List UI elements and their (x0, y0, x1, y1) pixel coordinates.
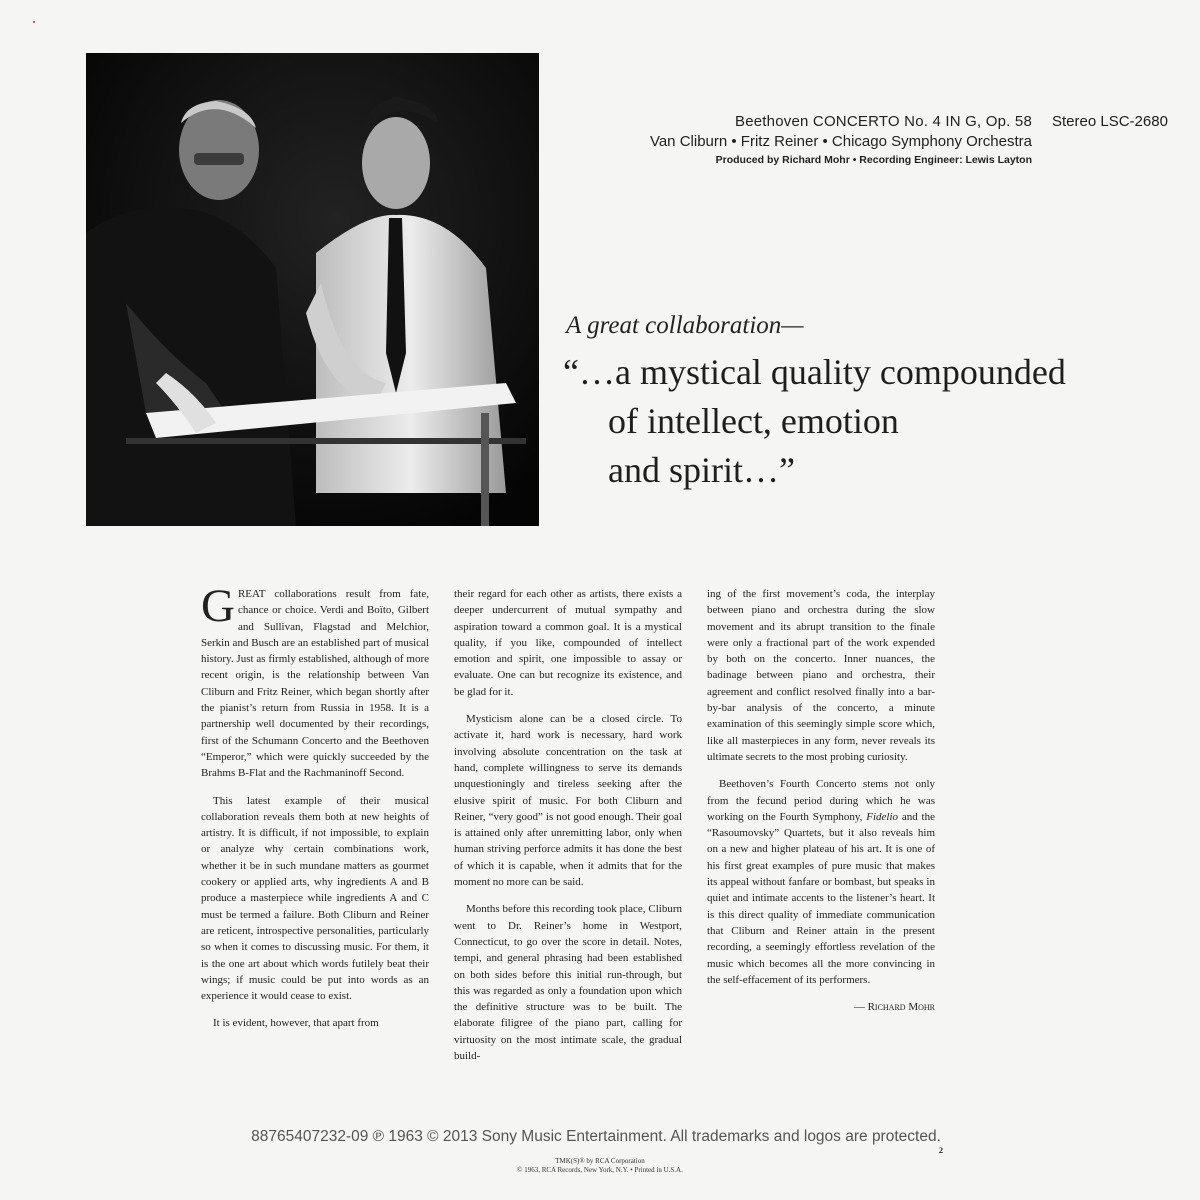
paragraph (707, 776, 935, 988)
paragraph: their regard for each other as artists, there exists a deeper undercurrent of mutual sympathy and aspiration toward a common goal. It is a mystical quality, if you like, compounded of intellect emotion and spirit, one impossible to assay or evaluate. One can but recognize its existence, and be glad for it. (454, 588, 682, 698)
quote-line-3: and spirit…” (608, 450, 795, 490)
photo-illustration (86, 53, 539, 526)
drop-cap: G (201, 580, 235, 632)
album-header (650, 113, 1032, 166)
paragraph-text: Beethoven’s Fourth Concerto stems not only from the fecund period during which he was working on the Fourth Symphony, (707, 778, 935, 823)
paragraph (201, 580, 429, 782)
tagline: A great collaboration— (566, 312, 804, 339)
print-speck (33, 21, 35, 23)
fidelio-title: Fidelio (866, 810, 899, 823)
paragraph: ing of the first movement’s coda, the interplay between piano and orchestra during the slow movement and its abrupt transition to the finale were only a fractional part of the work expended by both on the concerto. Inner nuances, the badinage between piano and orchestra, their agreement and conflict resolved finally into a bar-by-bar analysis of the concerto, a minute examination of this seemingly simple score which, like all masterpieces in any form, never reveals its ultimate secrets to the most probing curiosity. (707, 588, 935, 763)
trademark-line: TMK(S)® by RCA Corporation (555, 1157, 645, 1165)
quote-line-2: of intellect, emotion (608, 401, 899, 441)
rca-line: © 1963, RCA Records, New York, N.Y. • Printed in U.S.A. (517, 1166, 683, 1174)
credits: Produced by Richard Mohr • Recording Engineer: Lewis Layton (715, 154, 1032, 166)
author-signature: — Richard Mohr (853, 1001, 935, 1014)
paragraph: Mysticism alone can be a closed circle. To activate it, hard work is necessary, hard work involving absolute concentration on the task at hand, complete willingness to serve its demands unquestioningly and tireless seeking after the elusive spirit of music. For both Cliburn and Reiner, “very good” is not good enough. Their goal is attained only after unremitting labor, only when human striving perforce admits it has done the best of which it is capable, when it admits that for the moment no more can be said. (454, 713, 682, 889)
copyright-line: 88765407232-09 ℗ 1963 © 2013 Sony Music Entertainment. All trademarks and logos are protected. (251, 1128, 941, 1145)
paragraph: Months before this recording took place, Cliburn went to Dr. Reiner’s home in Westport, Connecticut, to go over the score in detail. Notes, tempi, and general phrasing had been established on both sides before this initial run-through, but this was regarded as only a foundation upon which the definitive structure was to be built. The elaborate filigree of the piano part, calling for virtuosity on the most intimate scale, the gradual build- (454, 903, 682, 1063)
article-column-2 (454, 586, 682, 1075)
paragraph-text: REAT collaborations result from fate, chance or choice. Verdi and Boïto, Gilbert and Sullivan, Flagstad and Melchior, Serkin and Busch are an established part of musical history. Just as firmly established, although of more recent origin, is the relationship between Van Cliburn and Fritz Reiner, which began shortly after the pianist’s return from Russia in 1958. It is a partnership well documented by their recordings, first of the Schumann Concerto and the Beethoven “Emperor,” which were quickly succeeded by the Brahms B-Flat and the Rachmaninoff Second. (201, 588, 429, 780)
pull-quote (563, 348, 1163, 495)
cover-photo (86, 53, 539, 526)
paragraph-text: and the “Rasoumovsky” Quartets, but it also reveals him on a new and higher plateau of his art. It is one of his first great examples of pure music that makes its appeal without fanfare or bombast, but speaks in quiet and intimate accents to the listener’s heart. It is this direct quality of immediate communication that Cliburn and Reiner attain in the present recording, a seemingly effortless revelation of the music which becomes all the more convincing in the self-effacement of its performers. (707, 810, 935, 986)
page-number: 2 (939, 1146, 943, 1155)
quote-line-1: “…a mystical quality compounded (563, 352, 1066, 392)
work-title: Beethoven CONCERTO No. 4 IN G, Op. 58 (735, 113, 1032, 130)
paragraph: It is evident, however, that apart from (213, 1017, 379, 1030)
article-column-3 (707, 586, 935, 1015)
performers: Van Cliburn • Fritz Reiner • Chicago Symphony Orchestra (649, 133, 1032, 150)
catalog-number: Stereo LSC-2680 (1052, 113, 1168, 130)
paragraph: This latest example of their musical collaboration reveals them both at new heights of artistry. It is difficult, if not impossible, to explain or analyze why certain combinations work, whether it be in such mundane matters as gourmet cookery or applied arts, why ingredients A and B produce a masterpiece while ingredients A and C must be termed a failure. Both Cliburn and Reiner are reticent, introspective personalities, particularly so when it comes to discussing music. For them, it is the one art about which words futilely beat their wings; if music could be put into words as an experience it would cease to exist. (201, 794, 429, 1003)
article-column-1 (201, 580, 429, 1043)
